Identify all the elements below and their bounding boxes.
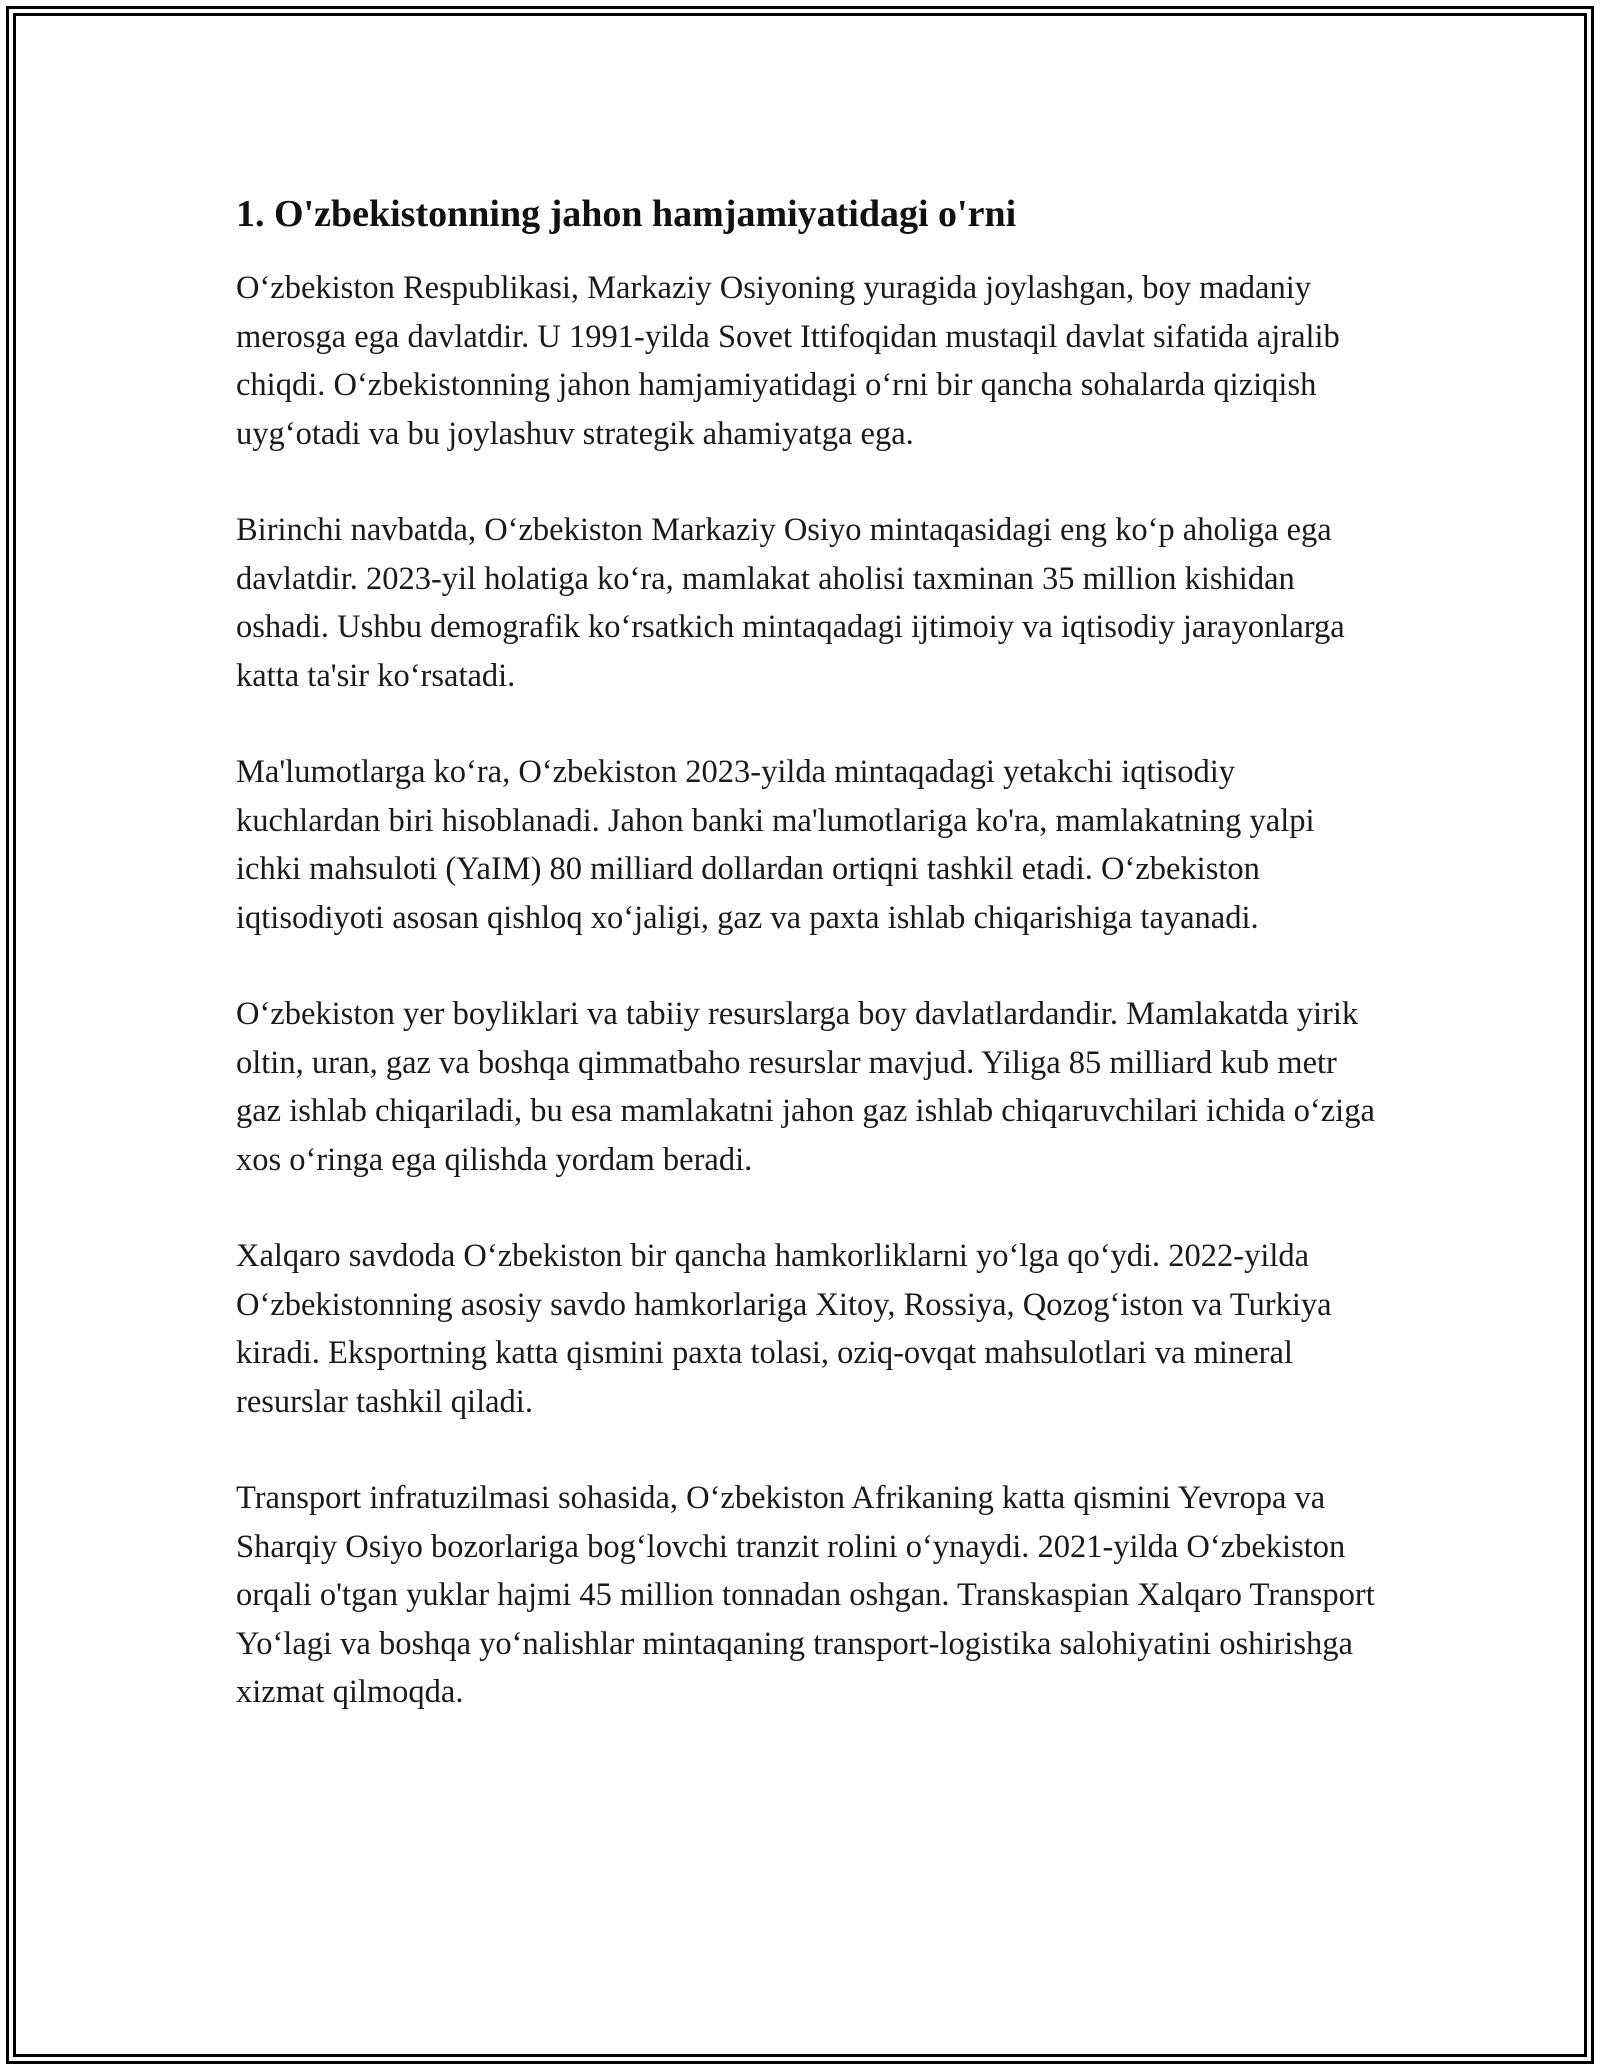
- paragraph-economy: Ma'lumotlarga koʻra, Oʻzbekiston 2023-yilda mintaqadagi yetakchi iqtisodiy kuchlardan biri hisoblanadi. Jahon banki ma'lumotlariga ko'ra, mamlakatning yalpi ichki mahsuloti (YaIM) 80 milliard dollardan ortiqni tashkil etadi. Oʻzbekiston iqtisodiyoti asosan qishloq xoʻjaligi, gaz va paxta ishlab chiqarishiga tayanadi.: [236, 754, 1315, 936]
- paragraph-resources: Oʻzbekiston yer boyliklari va tabiiy resurslarga boy davlatlardandir. Mamlakatda yirik oltin, uran, gaz va boshqa qimmatbaho resurslar mavjud. Yiliga 85 milliard kub metr gaz ishlab chiqariladi, bu esa mamlakatni jahon gaz ishlab chiqaruvchilari ichida oʻziga xos oʻringa ega qilishda yordam beradi.: [236, 996, 1375, 1178]
- paragraph-intro: Oʻzbekiston Respublikasi, Markaziy Osiyoning yuragida joylashgan, boy madaniy merosga ega davlatdir. U 1991-yilda Sovet Ittifoqidan mustaqil davlat sifatida ajralib chiqdi. Oʻzbekistonning jahon hamjamiyatidagi oʻrni bir qancha sohalarda qiziqish uygʻotadi va bu joylashuv strategik ahamiyatga ega.: [236, 270, 1340, 452]
- paragraph-transport: Transport infratuzilmasi sohasida, Oʻzbekiston Afrikaning katta qismini Yevropa va Sharqiy Osiyo bozorlariga bogʻlovchi tranzit rolini oʻynaydi. 2021-yilda Oʻzbekiston orqali o'tgan yuklar hajmi 45 million tonnadan oshgan. Transkaspian Xalqaro Transport Yoʻlagi va boshqa yoʻnalishlar mintaqaning transport-logistika salohiyatini oshirishga xizmat qilmoqda.: [236, 1480, 1375, 1710]
- paragraph-population: Birinchi navbatda, Oʻzbekiston Markaziy Osiyo mintaqasidagi eng koʻp aholiga ega davlatdir. 2023-yil holatiga koʻra, mamlakat aholisi taxminan 35 million kishidan oshadi. Ushbu demografik koʻrsatkich mintaqadagi ijtimoiy va iqtisodiy jarayonlarga katta ta'sir koʻrsatadi.: [236, 512, 1345, 694]
- paragraph-trade: Xalqaro savdoda Oʻzbekiston bir qancha hamkorliklarni yoʻlga qoʻydi. 2022-yilda Oʻzbekistonning asosiy savdo hamkorlariga Xitoy, Rossiya, Qozogʻiston va Turkiya kiradi. Eksportning katta qismini paxta tolasi, oziq-ovqat mahsulotlari va mineral resurslar tashkil qiladi.: [236, 1238, 1332, 1420]
- document-body: [236, 186, 1386, 1765]
- section-heading: 1. O'zbekistonning jahon hamjamiyatidagi o'rni: [236, 193, 1017, 235]
